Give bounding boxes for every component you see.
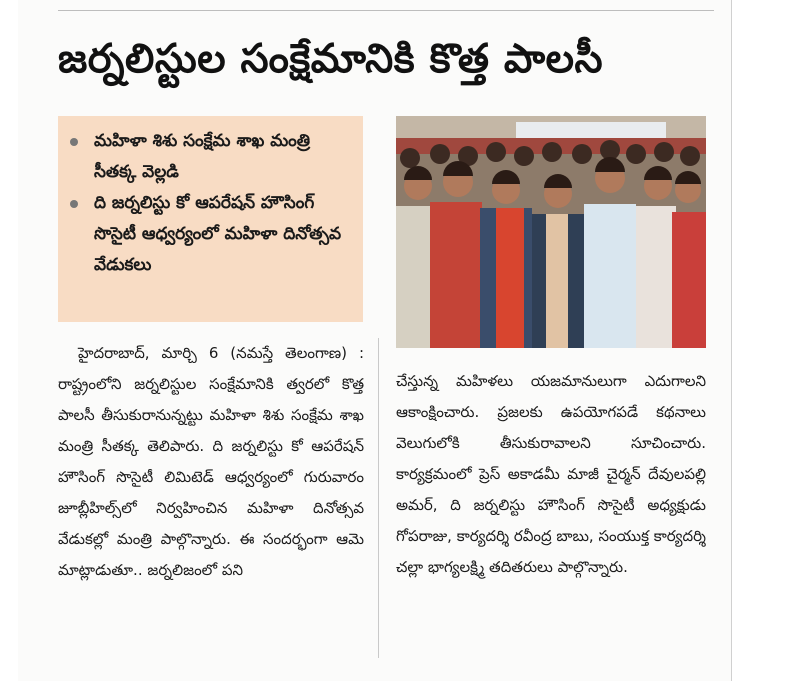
highlight-item — [68, 126, 353, 188]
bullet-icon — [70, 200, 78, 208]
body-paragraph-left: హైదరాబాద్, మార్చి 6 (నమస్తే తెలంగాణ) : రాష్ట్రంలోని జర్నలిస్టుల సంక్షేమానికి త్వరలో కొత్త పాలసీ తీసుకురానున్నట్టు మహిళా శిశు సంక్షేమ శాఖ మంత్రి సీతక్క తెలిపారు. ది జర్నలిస్టు కో ఆపరేషన్ హౌసింగ్ సొసైటీ లిమిటెడ్ ఆధ్వర్యంలో గురువారం జూబ్లీహిల్స్‌లో నిర్వహించిన మహిళా దినోత్సవ వేడుకల్లో మంత్రి పాల్గొన్నారు. ఈ సందర్భంగా ఆమె మాట్లాడుతూ.. జర్నలిజంలో పని — [58, 344, 364, 579]
article-headline: జర్నలిస్టుల సంక్షేమానికి కొత్త పాలసీ — [58, 36, 604, 82]
top-rule — [58, 10, 714, 11]
article-body-right — [396, 366, 706, 583]
group-photo-illustration — [396, 116, 706, 348]
column-divider — [378, 338, 379, 658]
body-paragraph-right: చేస్తున్న మహిళలు యజమానులుగా ఎదుగాలని ఆకాంక్షించారు. ప్రజలకు ఉపయోగపడే కథనాలు వెలుగులోకి తీసుకురావాలని సూచించారు. కార్యక్రమంలో ప్రెస్ అకాడమీ మాజీ చైర్మన్ దేవులపల్లి అమర్, ది జర్నలిస్టు హౌసింగ్ సొసైటీ అధ్యక్షుడు గోపరాజు, కార్యదర్శి రవీంద్ర బాబు, సంయుక్త కార్యదర్శి చల్లా భాగ్యలక్ష్మి తదితరులు పాల్గొన్నారు. — [396, 372, 706, 576]
highlights-list — [58, 116, 363, 281]
article-body-left — [58, 338, 364, 586]
group-photo — [396, 116, 706, 348]
highlight-text: ది జర్నలిస్టు కో ఆపరేషన్ హౌసింగ్ సొసైటీ ఆధ్వర్యంలో మహిళా దినోత్సవ వేడుకలు — [94, 193, 342, 275]
highlight-text: మహిళా శిశు సంక్షేమ శాఖ మంత్రి సీతక్క వెల్లడి — [94, 131, 311, 182]
bullet-icon — [70, 138, 78, 146]
highlights-box — [58, 116, 363, 322]
highlight-item — [68, 188, 353, 281]
